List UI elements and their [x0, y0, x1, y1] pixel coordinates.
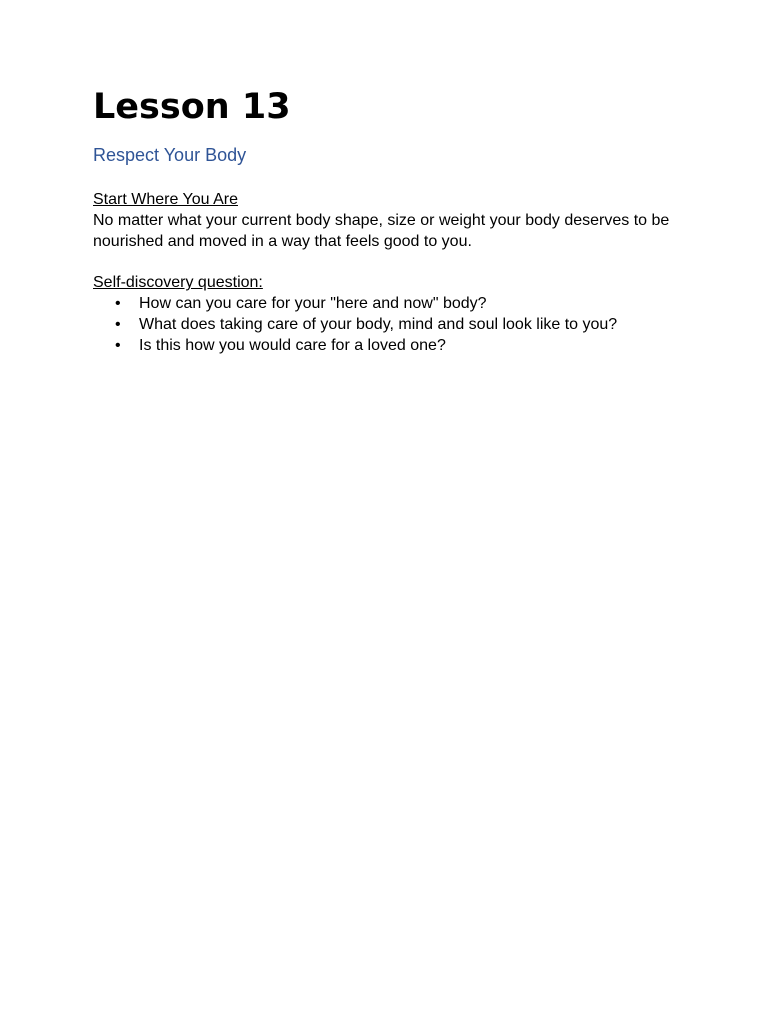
lesson-title: Lesson 13 — [93, 87, 291, 127]
bullet-icon: • — [115, 315, 121, 333]
question-heading: Self-discovery question: — [93, 274, 263, 292]
section-paragraph: No matter what your current body shape, size or weight your body deserves to be nourished and moved in a way that feels good to you. — [93, 211, 670, 250]
bullet-icon: • — [115, 294, 121, 312]
lesson-subtitle: Respect Your Body — [93, 145, 247, 165]
list-item-text: Is this how you would care for a loved one? — [139, 336, 446, 354]
list-item-text: How can you care for your "here and now" body? — [139, 294, 487, 312]
list-item — [93, 336, 675, 357]
list-item — [93, 294, 675, 315]
section-heading: Start Where You Are — [93, 191, 238, 208]
bullet-icon: • — [115, 336, 121, 354]
list-item — [93, 315, 675, 336]
list-item-text: What does taking care of your body, mind and soul look like to you? — [139, 315, 618, 333]
question-list — [93, 294, 675, 356]
